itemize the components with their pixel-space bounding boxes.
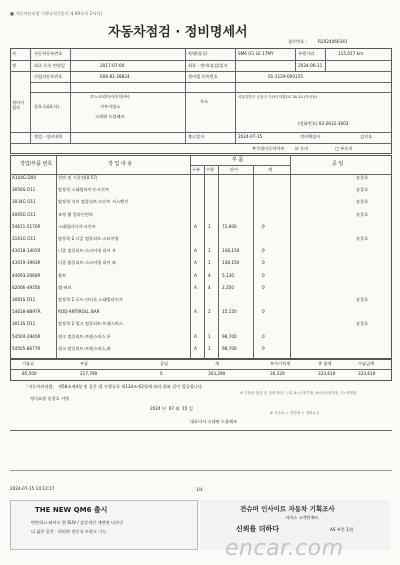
row-total: 0 [262,284,265,290]
row-gubun: A [194,309,197,315]
row-note: 송창호 [356,297,369,302]
th-gubun: 구분 [192,167,201,172]
page-number: 1/4 [196,487,203,492]
row-desc: 탈장착 서브 컴플리트-프론트 서스펜션 [58,199,129,205]
ad-right-sub: 신뢰를 더하다 [236,525,280,533]
disagree-option[interactable]: □ 부동의 [335,146,353,151]
row-code: 54611-5170R [12,223,41,229]
row-qty: 1 [208,333,211,339]
row-desc: 링크 컴플리트-트랜스버스,좌 [58,345,111,351]
row-total: 0 [262,309,265,315]
row-code: 3081S O11 [12,297,36,302]
side-note-1: ※ 부품의 품질 및 상태 확인: 구분 A=순정부품, B=비순정부품, C=재생품 [240,391,357,395]
print-time: 2024-07-15 14:12:17 [10,486,55,491]
first-reg-value: 2017-07-04 [100,63,125,68]
provider-name-line-2: 서부사업소 [100,104,121,109]
legal-text-2: 정비요원 송창호 서명 [30,396,70,401]
form-label: ■ 자동차관리법 시행규칙 [별지 제 89호의 2서식] [10,11,102,16]
biz-no-label: 사업자등록번호 [34,74,63,79]
provider-name-line-3: 스테판 드블레즈 [95,114,125,119]
biz-no-value: 606-81-28824 [100,74,130,79]
row-desc: 캡-허브 [58,284,72,290]
row-qty: 2 [208,309,211,315]
date-day-label: 일 [188,406,193,411]
row-total: 0 [262,248,265,254]
th-qty: 수량 [206,167,215,172]
row-desc: 조정 휠 얼라인먼트 [58,211,94,217]
side-note-2: ※ 기술료 = 진단비 + 정비요금 [270,411,320,415]
row-gubun: A [194,260,197,266]
ad-right-line-2: AS 부문 1위 [330,527,353,532]
row-code: 43018-1405R [12,248,41,254]
side-label-1: 자 [12,51,17,56]
date-month: 07 [168,406,175,411]
provider-section-label: 정비사업자 [12,100,25,111]
date-line [150,407,193,411]
row-code: 3013S O11 [12,321,36,327]
row-note: 송창호 [356,211,369,217]
mileage-value: 115,017 km [338,51,364,56]
row-desc: 탈장착 2 로드-안티롤 스태빌라이저 [58,297,123,302]
totals-header: 총 합계 [318,361,332,366]
row-qty: 4 [208,272,211,278]
date-day: 15 [182,406,188,411]
totals-header: 수납금액 [358,361,375,366]
ad-left-title: THE NEW QM6 출시 [35,506,108,514]
row-price: 2,350 [222,284,234,290]
row-price: 15,150 [222,309,237,315]
ad-right-line-1: 서비스 고객만족도 [285,515,319,520]
legal-text-1: 「자동차관리법」 제58조제4항 및 같은 법 시행규칙 제134조제2항에 따라 위와 같이 발급합니다. [24,384,204,389]
row-total: 0 [262,345,265,351]
totals-header: 공임 [160,361,169,366]
provider-name-label: 상호 (대표자) [34,104,59,109]
row-note: 송창호 [356,236,369,241]
row-desc: 진단 및 시운전(0.57) [58,175,98,180]
totals-table [10,359,392,381]
row-code: 54618-8B97R [12,309,41,315]
mileage-label: 주행거리 [298,51,315,56]
totals-header: 계 [215,361,220,366]
reg-no-label: 자동차등록번호 [34,51,63,56]
add-check-label: 추가정비동의여부 [252,146,285,151]
row-desc: 너클 컴플리트-스티어링 리어 우 [58,248,117,254]
row-price: 5,130 [222,272,234,278]
row-code: A104G D00 [12,175,36,180]
work-table [10,155,392,359]
row-code: 43019-3993R [12,260,41,266]
model-label: 차명(형식) [188,51,208,56]
th-desc: 작 업 내 용 [108,161,133,167]
th-parts: 부 품 [232,157,244,163]
row-qty: 4 [208,284,211,290]
row-desc: 스태빌라이저-프론트 [58,223,96,229]
disagree-label: 부동의 [340,146,353,151]
agree-option[interactable]: ☑ 동의 [295,146,309,151]
date-year-label: 년 [162,406,167,411]
row-gubun: A [194,272,197,278]
row-code: 54504-2840R [12,333,41,339]
row-total: 0 [262,333,265,339]
row-qty: 1 [208,260,211,266]
watermark-logo: encar.com [225,536,344,561]
ad-left [10,500,198,550]
row-total: 0 [262,272,265,278]
document-title: 자동차점검 · 정비명세서 [108,25,248,40]
totals-header: 부품 [80,361,89,366]
th-code: 작업/부품 번호 [20,161,53,167]
addr-label: 주소 [200,99,209,104]
receipt-number: R2024060341 [318,39,348,44]
check-date-label: 출고일자 [188,134,205,139]
totals-header: 기술료 [22,361,35,366]
totals-value: 85,500 [22,371,37,376]
maint-no-label: 정비업 등록번호 [188,74,218,79]
totals-value: 333,619 [358,371,376,376]
check-date-value: 2024-07-15 [238,134,263,139]
totals-value: 30,329 [270,371,285,376]
tel-value: (전화번호) 02-2632-3003 [298,121,349,126]
row-price: 98,700 [222,345,237,351]
row-note: 송창호 [356,199,369,205]
row-code: 54505-8677R [12,345,41,351]
row-code: 44093-2066R [12,272,41,278]
last-maint-value: 2024-06-11 [298,63,323,68]
row-qty: 1 [208,345,211,351]
row-desc: ROD-ANTIROLL BAR [58,309,100,315]
row-code: 3056S O11 [12,187,36,193]
totals-header: 부가가치세 [270,361,291,366]
row-desc: 탈장착 2 너클 컴플리트-스티어링 [58,236,119,241]
row-desc: 탈장착 스태빌라이저-프론트 [58,187,110,193]
row-qty: 1 [208,248,211,254]
row-gubun: A [194,284,197,290]
model-value: SM6 (C) LE 17MY [238,51,274,56]
addr-value: 서울특별시 금천구 가산디지털2로 30-10 (가산동) [238,95,318,99]
row-price: 148,150 [222,260,240,266]
row-gubun: A [194,248,197,254]
ad-left-line-1: 탄탄하고 와이드 한 SUV / 감각적인 세련된 디자인 [31,520,124,525]
agree-label: 동의 [300,146,309,151]
row-code: 3161G O11 [12,236,36,241]
receipt-label: 접수번호 : [288,39,307,44]
first-reg-label: 최초 등록 연월일 [34,63,65,68]
row-total: 0 [262,260,265,266]
row-note: 송창호 [356,187,369,193]
totals-value: 303,290 [208,371,226,376]
date-month-label: 월 [175,406,180,411]
side-label-2: 정 [12,63,17,68]
row-desc: 링크 컴플리트-트랜스버스,우 [58,333,111,339]
ad-left-line-2: 더 넓은 공간 · 편리한 전동식 트렁크 기능 [31,529,107,534]
row-desc: 너클 컴플리트-스티어링 리어 좌 [58,260,117,266]
row-price: 98,700 [222,333,237,339]
row-price: 148,150 [222,248,240,254]
row-code: 62006-49356 [12,284,41,290]
th-price: 단가 [230,167,239,172]
row-total: 0 [262,223,265,229]
signer: 대표이사 스테판 드블레즈 [190,419,238,424]
th-total: 계 [268,167,273,172]
maint-no-value: 01-1129-000155 [268,74,303,79]
row-desc: 볼트 [58,272,67,278]
row-gubun: A [194,333,197,339]
totals-value: 217,790 [80,371,98,376]
row-note: 송창호 [356,175,369,180]
row-note: 송창호 [356,321,369,327]
row-gubun: A [194,345,197,351]
mechanic-label: 정비책임자 [300,134,321,139]
row-gubun: A [194,223,197,229]
last-maint-label: 최종 · 정비(점검)일자 [188,63,228,68]
th-labor: 공 임 [332,161,344,167]
row-desc: 탈장착 2 링크 컴플리트-트랜스버스 [58,321,123,327]
row-code: 3034G O11 [12,199,36,205]
totals-value: 333,619 [318,371,336,376]
ad-right-title: 견슈머 인사이트 자동차 기획조사 [240,505,335,513]
details-label: 정검 · 정비내역 [34,134,63,139]
row-price: 72,600 [222,223,237,229]
row-qty: 1 [208,223,211,229]
provider-name-line-1: 르노코리아자동차(주) [90,94,130,99]
row-code: 4005G O11 [12,211,36,217]
mechanic-value: 김진호 [360,134,373,139]
date-year: 2024 [150,406,161,411]
totals-value: 0 [160,371,163,376]
